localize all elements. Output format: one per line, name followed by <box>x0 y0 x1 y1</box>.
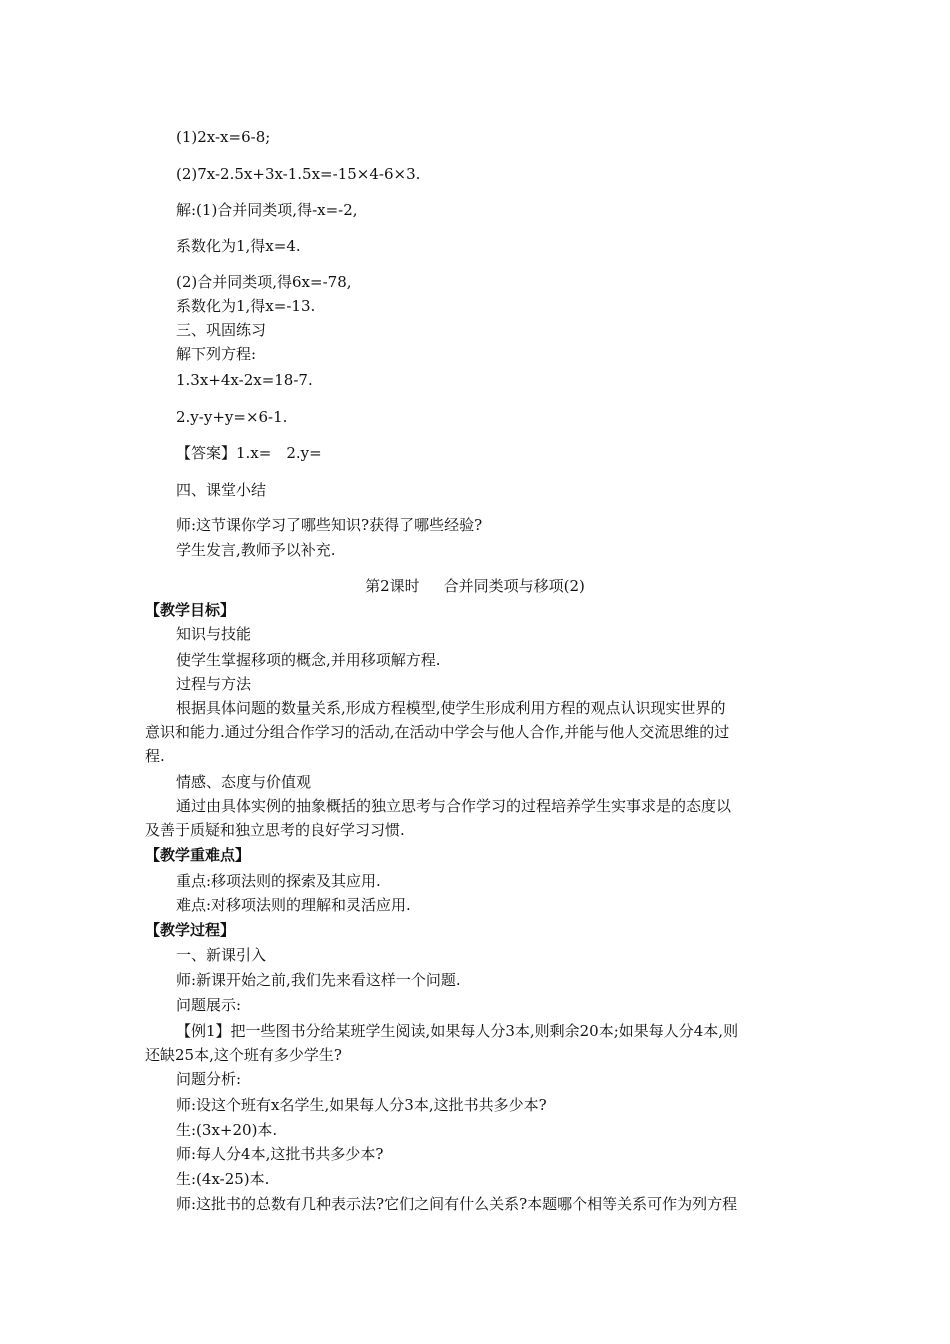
exercise-prompt: 解下列方程: <box>176 345 257 363</box>
section-heading: 四、课堂小结 <box>176 481 267 499</box>
solution-line: 系数化为1,得x=-13. <box>176 297 316 315</box>
teacher-line: 师:设这个班有x名学生,如果每人分3本,这批书共多少本? <box>176 1096 547 1114</box>
process-heading: 【教学过程】 <box>145 921 236 939</box>
example-problem: 【例1】把一些图书分给某班学生阅读,如果每人分3本,则剩余20本;如果每人分4本,则 <box>176 1022 739 1040</box>
paragraph: 程. <box>145 747 165 765</box>
solution-line: (2)合并同类项,得6x=-78, <box>176 273 352 291</box>
solution-line: 系数化为1,得x=4. <box>176 237 301 255</box>
student-line: 学生发言,教师予以补充. <box>176 541 336 559</box>
paragraph: 问题分析: <box>176 1070 242 1088</box>
teacher-line: 师:每人分4本,这批书共多少本? <box>176 1145 384 1163</box>
subheading: 情感、态度与价值观 <box>176 773 312 791</box>
solution-line: 解:(1)合并同类项,得-x=-2, <box>176 201 358 219</box>
equation-1: (1)2x-x=6-8; <box>176 128 271 146</box>
paragraph: 问题展示: <box>176 996 242 1014</box>
keypoints-heading: 【教学重难点】 <box>145 846 251 864</box>
lesson-title <box>0 576 950 596</box>
paragraph: 意识和能力.通过分组合作学习的活动,在活动中学会与他人合作,并能与他人交流思维的过 <box>145 723 730 741</box>
answer-line: 【答案】1.x= 2.y= <box>176 444 322 462</box>
subheading: 过程与方法 <box>176 675 252 693</box>
keypoint: 难点:对移项法则的理解和灵活应用. <box>176 896 411 914</box>
exercise-item: 2.y-y+y=×6-1. <box>176 408 288 426</box>
student-line: 生:(3x+20)本. <box>176 1121 278 1139</box>
paragraph: 通过由具体实例的抽象概括的独立思考与合作学习的过程培养学生实事求是的态度以 <box>176 797 732 815</box>
subheading: 一、新课引入 <box>176 946 267 964</box>
paragraph: 及善于质疑和独立思考的良好学习习惯. <box>145 821 405 839</box>
section-heading: 三、巩固练习 <box>176 321 267 339</box>
lesson-number: 第2课时 <box>365 577 420 595</box>
goals-heading: 【教学目标】 <box>145 601 236 619</box>
equation-2: (2)7x-2.5x+3x-1.5x=-15×4-6×3. <box>176 165 421 183</box>
teacher-line: 师:这批书的总数有几种表示法?它们之间有什么关系?本题哪个相等关系可作为列方程 <box>176 1195 738 1213</box>
exercise-item: 1.3x+4x-2x=18-7. <box>176 371 313 389</box>
example-problem: 还缺25本,这个班有多少学生? <box>145 1046 342 1064</box>
teacher-line: 师:这节课你学习了哪些知识?获得了哪些经验? <box>176 516 483 534</box>
teacher-line: 师:新课开始之前,我们先来看这样一个问题. <box>176 971 461 989</box>
keypoint: 重点:移项法则的探索及其应用. <box>176 872 381 890</box>
lesson-topic: 合并同类项与移项(2) <box>443 577 585 595</box>
paragraph: 根据具体问题的数量关系,形成方程模型,使学生形成利用方程的观点认识现实世界的 <box>176 699 726 717</box>
paragraph: 使学生掌握移项的概念,并用移项解方程. <box>176 651 441 669</box>
subheading: 知识与技能 <box>176 625 252 643</box>
student-line: 生:(4x-25)本. <box>176 1170 270 1188</box>
